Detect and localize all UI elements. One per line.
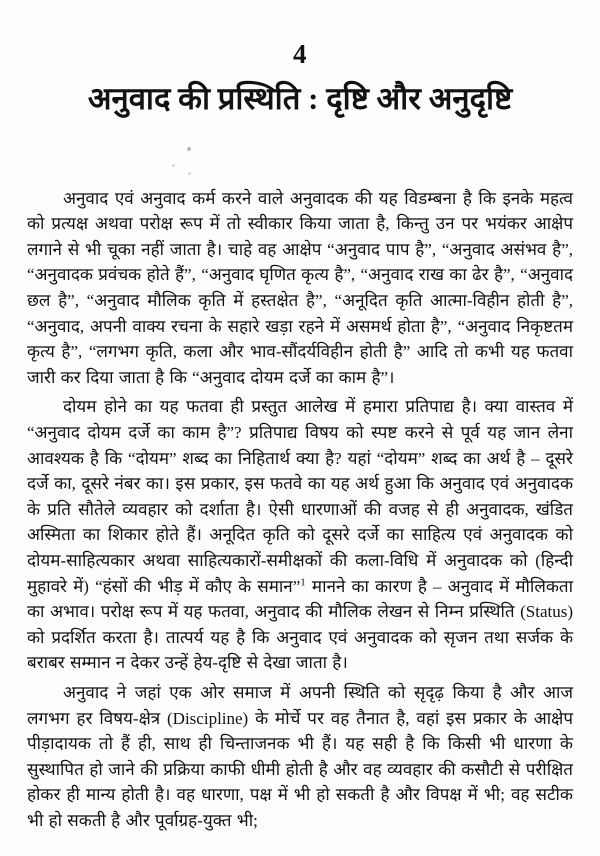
chapter-number: 4 [293,39,307,69]
scan-artifact [187,147,191,151]
footnote-marker: 1 [300,575,306,588]
page-body [27,186,573,834]
paragraph: दोयम होने का यह फतवा ही प्रस्तुत आलेख में हमारा प्रतिपाद्य है। क्या वास्तव में “अनुवाद दोयम दर्जे का काम है”? प्रतिपाद्य विषय को स्पष्ट करने से पूर्व यह जान लेना आवश्यक है कि “दोयम” शब्द का निहितार्थ क्या है? यहां “दोयम” शब्द का अर्थ है – दूसरे दर्जे का, दूसरे नंबर का। इस प्रकार, इस फतवे का यह अर्थ हुआ कि अनुवाद एवं अनुवादक के प्रति सौतेले व्यवहार को दर्शाता है। ऐसी धारणाओं की वजह से ही अनुवादक, खंडित अस्मिता का शिकार होते हैं। अनूदित कृति को दूसरे दर्जे का साहित्य एवं अनुवादक को दोयम-साहित्यकार अथवा साहित्यकारों-समीक्षकों की कला-विधि में अनुवादक को (हिन्दी मुहावरे में) “हंसों की भीड़ में कौए के समान”$^1$ मानने का कारण है – अनुवाद में मौलिकता का अभाव। परोक्ष रूप में यह फतवा, अनुवाद की मौलिक लेखन से निम्न प्रस्थिति (Status) को प्रदर्शित करता है। तात्पर्य यह है कि अनुवाद एवं अनुवादक को सृजन तथा सर्जक के बराबर सम्मान न देकर उन्हें हेय-दृष्टि से देखा जाता है। [27,397,574,673]
scan-artifact [188,172,191,175]
chapter-title: अनुवाद की प्रस्थिति : दृष्टि और अनुदृष्टि [87,80,513,116]
scan-artifact [172,164,175,167]
paragraph: अनुवाद एवं अनुवाद कर्म करने वाले अनुवादक की यह विडम्बना है कि इनके महत्व को प्रत्यक्ष अथवा परोक्ष रूप में तो स्वीकार किया जाता है, किन्तु उन पर भयंकर आक्षेप लगाने से भी चूका नहीं जाता है। चाहे वह आक्षेप “अनुवाद पाप है”, “अनुवाद असंभव है”, “अनुवादक प्रवंचक होते हैं”, “अनुवाद घृणित कृत्य है”, “अनुवाद राख का ढेर है”, “अनुवाद छल है”, “अनुवाद मौलिक कृति में हस्तक्षेत है”, “अनूदित कृति आत्मा-विहीन होती है”, “अनुवाद, अपनी वाक्य रचना के सहारे खड़ा रहने में असमर्थ होता है”, “अनुवाद निकृष्टतम कृत्य है”, “लगभग कृति, कला और भाव-सौंदर्यविहीन होती है” आदि तो कभी यह फतवा जारी कर दिया जाता है कि “अनुवाद दोयम दर्जे का काम है”। [27,188,573,387]
paragraph: अनुवाद ने जहां एक ओर समाज में अपनी स्थिति को सृदृढ़ किया है और आज लगभग हर विषय-क्षेत्र (Discipline) के मोर्चे पर वह तैनात है, वहां इस प्रकार के आक्षेप पीड़ादायक तो हैं ही, साथ ही चिन्ताजनक भी हैं। यह सही है कि किसी भी धारणा के सुस्थापित हो जाने की प्रक्रिया काफी धीमी होती है और वह व्यवहार की कसौटी से परीक्षित होकर ही मान्य होती है। वह धारणा, पक्ष में भी हो सकती है और विपक्ष में भी; वह सटीक भी हो सकती है और पूर्वाग्रह-युक्त भी; [27,682,573,830]
